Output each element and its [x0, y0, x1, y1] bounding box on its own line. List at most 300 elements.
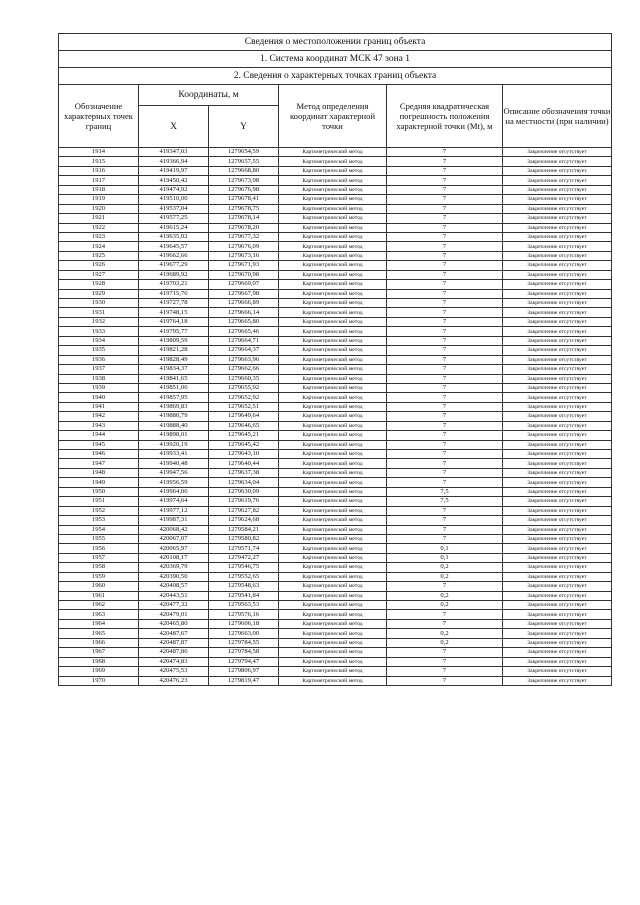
cell-coord-x: 420477,32	[139, 601, 209, 610]
cell-description: Закрепление отсутствует	[503, 336, 612, 345]
cell-point-id: 1944	[59, 431, 139, 440]
cell-method: Картометрический метод	[279, 497, 387, 506]
cell-coord-x: 419366,94	[139, 157, 209, 166]
cell-coord-x: 419715,76	[139, 289, 209, 298]
table-row	[59, 563, 612, 572]
table-row	[59, 374, 612, 383]
cell-method: Картометрический метод	[279, 478, 387, 487]
cell-accuracy: 7	[387, 251, 503, 260]
table-row	[59, 601, 612, 610]
cell-coord-x: 419821,28	[139, 346, 209, 355]
cell-coord-x: 419841,65	[139, 374, 209, 383]
cell-point-id: 1928	[59, 280, 139, 289]
cell-coord-x: 419834,37	[139, 365, 209, 374]
cell-accuracy: 7	[387, 582, 503, 591]
cell-point-id: 1943	[59, 421, 139, 430]
cell-description: Закрепление отсутствует	[503, 440, 612, 449]
cell-method: Картометрический метод	[279, 402, 387, 411]
cell-point-id: 1914	[59, 148, 139, 157]
cell-method: Картометрический метод	[279, 280, 387, 289]
cell-coord-y: 1279563,53	[209, 601, 279, 610]
header-accuracy: Средняя квадратическая погрешность положения характерной точки (Mt), м	[387, 85, 503, 148]
cell-coord-y: 1279627,82	[209, 506, 279, 515]
cell-method: Картометрический метод	[279, 657, 387, 666]
table-body	[59, 148, 612, 686]
cell-point-id: 1952	[59, 506, 139, 515]
cell-point-id: 1920	[59, 204, 139, 213]
cell-coord-y: 1279806,97	[209, 667, 279, 676]
cell-point-id: 1946	[59, 450, 139, 459]
cell-description: Закрепление отсутствует	[503, 516, 612, 525]
cell-coord-y: 1279665,46	[209, 327, 279, 336]
cell-coord-x: 419920,19	[139, 440, 209, 449]
cell-accuracy: 7	[387, 667, 503, 676]
cell-point-id: 1938	[59, 374, 139, 383]
cell-method: Картометрический метод	[279, 544, 387, 553]
table-row	[59, 223, 612, 232]
cell-coord-y: 1279660,35	[209, 374, 279, 383]
cell-accuracy: 0,1	[387, 553, 503, 562]
cell-description: Закрепление отсутствует	[503, 308, 612, 317]
cell-coord-y: 1279669,07	[209, 280, 279, 289]
cell-accuracy: 7	[387, 317, 503, 326]
cell-point-id: 1965	[59, 629, 139, 638]
cell-coord-y: 1279548,63	[209, 582, 279, 591]
cell-description: Закрепление отсутствует	[503, 270, 612, 279]
cell-point-id: 1948	[59, 468, 139, 477]
cell-method: Картометрический метод	[279, 431, 387, 440]
cell-coord-y: 1279652,51	[209, 402, 279, 411]
cell-method: Картометрический метод	[279, 676, 387, 685]
table-row	[59, 317, 612, 326]
cell-coord-x: 419851,06	[139, 383, 209, 392]
cell-coord-x: 419940,48	[139, 459, 209, 468]
cell-coord-y: 1279546,75	[209, 563, 279, 572]
cell-accuracy: 7	[387, 223, 503, 232]
cell-coord-y: 1279646,65	[209, 421, 279, 430]
cell-coord-y: 1279657,55	[209, 157, 279, 166]
table-row	[59, 299, 612, 308]
table-row	[59, 346, 612, 355]
cell-coord-y: 1279645,21	[209, 431, 279, 440]
cell-description: Закрепление отсутствует	[503, 676, 612, 685]
cell-accuracy: 7	[387, 459, 503, 468]
table-row	[59, 468, 612, 477]
cell-description: Закрепление отсутствует	[503, 487, 612, 496]
cell-coord-x: 420369,79	[139, 563, 209, 572]
table-row	[59, 553, 612, 562]
table-row	[59, 638, 612, 647]
cell-coord-x: 420487,67	[139, 629, 209, 638]
cell-description: Закрепление отсутствует	[503, 638, 612, 647]
table-row	[59, 412, 612, 421]
cell-method: Картометрический метод	[279, 232, 387, 241]
cell-accuracy: 7	[387, 242, 503, 251]
cell-coord-x: 419577,25	[139, 214, 209, 223]
cell-coord-y: 1279677,32	[209, 232, 279, 241]
cell-description: Закрепление отсутствует	[503, 525, 612, 534]
header-x: X	[139, 106, 209, 148]
cell-method: Картометрический метод	[279, 317, 387, 326]
cell-description: Закрепление отсутствует	[503, 242, 612, 251]
cell-accuracy: 7	[387, 148, 503, 157]
cell-coord-y: 1279670,98	[209, 270, 279, 279]
cell-description: Закрепление отсутствует	[503, 648, 612, 657]
cell-accuracy: 7	[387, 195, 503, 204]
cell-description: Закрепление отсутствует	[503, 251, 612, 260]
table-row	[59, 280, 612, 289]
cell-accuracy: 7,5	[387, 487, 503, 496]
cell-point-id: 1958	[59, 563, 139, 572]
cell-point-id: 1925	[59, 251, 139, 260]
table-row	[59, 232, 612, 241]
cell-accuracy: 7	[387, 232, 503, 241]
header-description: Описание обозначения точки на местности (при наличии)	[503, 85, 612, 148]
cell-coord-x: 419748,15	[139, 308, 209, 317]
table-row	[59, 176, 612, 185]
cell-method: Картометрический метод	[279, 261, 387, 270]
cell-description: Закрепление отсутствует	[503, 204, 612, 213]
cell-description: Закрепление отсутствует	[503, 355, 612, 364]
cell-description: Закрепление отсутствует	[503, 176, 612, 185]
cell-description: Закрепление отсутствует	[503, 346, 612, 355]
cell-method: Картометрический метод	[279, 374, 387, 383]
cell-coord-x: 419537,04	[139, 204, 209, 213]
cell-accuracy: 7	[387, 336, 503, 345]
table-row	[59, 431, 612, 440]
cell-accuracy: 7	[387, 327, 503, 336]
cell-method: Картометрический метод	[279, 157, 387, 166]
table-row	[59, 261, 612, 270]
cell-coord-x: 419474,92	[139, 185, 209, 194]
cell-accuracy: 7	[387, 657, 503, 666]
cell-accuracy: 7	[387, 280, 503, 289]
cell-coord-y: 1279819,47	[209, 676, 279, 685]
cell-point-id: 1931	[59, 308, 139, 317]
table-row	[59, 289, 612, 298]
cell-accuracy: 7	[387, 648, 503, 657]
cell-coord-y: 1279624,68	[209, 516, 279, 525]
cell-method: Картометрический метод	[279, 648, 387, 657]
table-row	[59, 648, 612, 657]
cell-coord-y: 1279576,16	[209, 610, 279, 619]
header-coordinates: Координаты, м	[139, 85, 279, 106]
table-row	[59, 195, 612, 204]
table-row	[59, 365, 612, 374]
header-y: Y	[209, 106, 279, 148]
table-row	[59, 525, 612, 534]
cell-coord-x: 420390,50	[139, 572, 209, 581]
cell-description: Закрепление отсутствует	[503, 166, 612, 175]
table-row	[59, 157, 612, 166]
cell-accuracy: 0,2	[387, 629, 503, 638]
cell-description: Закрепление отсутствует	[503, 610, 612, 619]
cell-point-id: 1967	[59, 648, 139, 657]
cell-accuracy: 7	[387, 374, 503, 383]
cell-coord-x: 420475,53	[139, 667, 209, 676]
cell-coord-y: 1279634,04	[209, 478, 279, 487]
cell-point-id: 1953	[59, 516, 139, 525]
cell-coord-y: 1279667,98	[209, 289, 279, 298]
cell-point-id: 1935	[59, 346, 139, 355]
cell-point-id: 1924	[59, 242, 139, 251]
cell-coord-y: 1279666,14	[209, 308, 279, 317]
cell-accuracy: 7	[387, 355, 503, 364]
table-row	[59, 487, 612, 496]
cell-accuracy: 7	[387, 383, 503, 392]
cell-accuracy: 7	[387, 308, 503, 317]
cell-point-id: 1970	[59, 676, 139, 685]
cell-coord-x: 419933,41	[139, 450, 209, 459]
cell-point-id: 1949	[59, 478, 139, 487]
cell-coord-x: 419828,49	[139, 355, 209, 364]
cell-point-id: 1957	[59, 553, 139, 562]
cell-method: Картометрический метод	[279, 223, 387, 232]
cell-coord-y: 1279619,76	[209, 497, 279, 506]
cell-point-id: 1955	[59, 534, 139, 543]
cell-coord-x: 419857,95	[139, 393, 209, 402]
cell-description: Закрепление отсутствует	[503, 478, 612, 487]
cell-coord-x: 419689,92	[139, 270, 209, 279]
cell-accuracy: 7	[387, 204, 503, 213]
cell-accuracy: 7	[387, 516, 503, 525]
cell-coord-x: 419764,18	[139, 317, 209, 326]
section-title-row	[59, 68, 612, 85]
cell-description: Закрепление отсутствует	[503, 459, 612, 468]
cell-point-id: 1960	[59, 582, 139, 591]
cell-accuracy: 7	[387, 478, 503, 487]
cell-method: Картометрический метод	[279, 355, 387, 364]
table-row	[59, 166, 612, 175]
table-row	[59, 582, 612, 591]
cell-method: Картометрический метод	[279, 440, 387, 449]
cell-method: Картометрический метод	[279, 459, 387, 468]
cell-accuracy: 7	[387, 610, 503, 619]
cell-coord-y: 1279580,82	[209, 534, 279, 543]
cell-method: Картометрический метод	[279, 299, 387, 308]
cell-accuracy: 7	[387, 393, 503, 402]
section-title: 2. Сведения о характерных точках границ объекта	[59, 68, 612, 85]
cell-accuracy: 7	[387, 185, 503, 194]
cell-coord-y: 1279630,09	[209, 487, 279, 496]
table-row	[59, 393, 612, 402]
table-row	[59, 506, 612, 515]
table-row	[59, 572, 612, 581]
cell-coord-x: 420443,51	[139, 591, 209, 600]
cell-description: Закрепление отсутствует	[503, 185, 612, 194]
cell-coord-x: 420479,01	[139, 610, 209, 619]
cell-point-id: 1919	[59, 195, 139, 204]
cell-description: Закрепление отсутствует	[503, 553, 612, 562]
cell-coord-y: 1279678,41	[209, 195, 279, 204]
table-row	[59, 355, 612, 364]
cell-point-id: 1969	[59, 667, 139, 676]
cell-point-id: 1929	[59, 289, 139, 298]
cell-point-id: 1964	[59, 619, 139, 628]
cell-method: Картометрический метод	[279, 582, 387, 591]
cell-accuracy: 7	[387, 299, 503, 308]
table-row	[59, 383, 612, 392]
cell-coord-y: 1279678,14	[209, 214, 279, 223]
cell-description: Закрепление отсутствует	[503, 544, 612, 553]
table-row	[59, 148, 612, 157]
cell-coord-y: 1279552,65	[209, 572, 279, 581]
cell-coord-x: 419795,77	[139, 327, 209, 336]
cell-description: Закрепление отсутствует	[503, 412, 612, 421]
cell-point-id: 1947	[59, 459, 139, 468]
cell-point-id: 1927	[59, 270, 139, 279]
cell-method: Картометрический метод	[279, 563, 387, 572]
header-method: Метод определения координат характерной точки	[279, 85, 387, 148]
cell-point-id: 1959	[59, 572, 139, 581]
cell-accuracy: 7	[387, 676, 503, 685]
cell-coord-x: 419974,64	[139, 497, 209, 506]
cell-accuracy: 7	[387, 440, 503, 449]
cell-description: Закрепление отсутствует	[503, 619, 612, 628]
cell-description: Закрепление отсутствует	[503, 223, 612, 232]
cell-point-id: 1951	[59, 497, 139, 506]
cell-coord-y: 1279673,98	[209, 176, 279, 185]
cell-coord-x: 420465,80	[139, 619, 209, 628]
cell-coord-x: 419677,29	[139, 261, 209, 270]
cell-point-id: 1921	[59, 214, 139, 223]
document-title: Сведения о местоположении границ объекта	[59, 34, 612, 51]
cell-description: Закрепление отсутствует	[503, 402, 612, 411]
table-row	[59, 610, 612, 619]
cell-method: Картометрический метод	[279, 629, 387, 638]
cell-method: Картометрический метод	[279, 166, 387, 175]
cell-method: Картометрический метод	[279, 176, 387, 185]
cell-method: Картометрический метод	[279, 346, 387, 355]
cell-method: Картометрический метод	[279, 251, 387, 260]
cell-description: Закрепление отсутствует	[503, 534, 612, 543]
cell-method: Картометрический метод	[279, 393, 387, 402]
coord-system-row	[59, 51, 612, 68]
boundary-points-sheet	[58, 33, 611, 686]
cell-description: Закрепление отсутствует	[503, 497, 612, 506]
cell-method: Картометрический метод	[279, 365, 387, 374]
cell-accuracy: 7	[387, 176, 503, 185]
cell-accuracy: 0,2	[387, 591, 503, 600]
cell-point-id: 1930	[59, 299, 139, 308]
cell-point-id: 1941	[59, 402, 139, 411]
cell-accuracy: 7	[387, 534, 503, 543]
cell-point-id: 1940	[59, 393, 139, 402]
cell-accuracy: 7	[387, 346, 503, 355]
cell-coord-x: 420474,83	[139, 657, 209, 666]
cell-coord-x: 420487,86	[139, 648, 209, 657]
cell-description: Закрепление отсутствует	[503, 365, 612, 374]
cell-method: Картометрический метод	[279, 553, 387, 562]
cell-coord-x: 419662,66	[139, 251, 209, 260]
cell-accuracy: 7	[387, 261, 503, 270]
table-row	[59, 591, 612, 600]
cell-accuracy: 7	[387, 365, 503, 374]
cell-coord-y: 1279541,84	[209, 591, 279, 600]
cell-description: Закрепление отсутствует	[503, 214, 612, 223]
cell-coord-x: 419898,01	[139, 431, 209, 440]
cell-method: Картометрический метод	[279, 619, 387, 628]
cell-coord-x: 420068,42	[139, 525, 209, 534]
table-row	[59, 185, 612, 194]
cell-point-id: 1954	[59, 525, 139, 534]
cell-accuracy: 7	[387, 157, 503, 166]
cell-coord-x: 419888,40	[139, 421, 209, 430]
cell-point-id: 1966	[59, 638, 139, 647]
cell-point-id: 1923	[59, 232, 139, 241]
cell-point-id: 1915	[59, 157, 139, 166]
coord-system-label: 1. Система координат МСК 47 зона 1	[59, 51, 612, 68]
table-row	[59, 544, 612, 553]
cell-coord-y: 1279678,20	[209, 223, 279, 232]
table-row	[59, 242, 612, 251]
table-row	[59, 534, 612, 543]
cell-method: Картометрический метод	[279, 421, 387, 430]
cell-coord-x: 419645,57	[139, 242, 209, 251]
cell-point-id: 1936	[59, 355, 139, 364]
cell-description: Закрепление отсутствует	[503, 289, 612, 298]
cell-method: Картометрический метод	[279, 572, 387, 581]
table-row	[59, 676, 612, 685]
cell-point-id: 1917	[59, 176, 139, 185]
cell-accuracy: 7	[387, 431, 503, 440]
cell-method: Картометрический метод	[279, 667, 387, 676]
cell-coord-x: 419450,42	[139, 176, 209, 185]
cell-accuracy: 0,2	[387, 572, 503, 581]
cell-coord-y: 1279472,27	[209, 553, 279, 562]
boundary-points-table	[58, 33, 612, 686]
cell-description: Закрепление отсутствует	[503, 261, 612, 270]
cell-accuracy: 7	[387, 412, 503, 421]
table-row	[59, 619, 612, 628]
cell-description: Закрепление отсутствует	[503, 582, 612, 591]
cell-accuracy: 7	[387, 525, 503, 534]
cell-coord-x: 420476,23	[139, 676, 209, 685]
cell-accuracy: 0,1	[387, 544, 503, 553]
cell-description: Закрепление отсутствует	[503, 280, 612, 289]
cell-method: Картометрический метод	[279, 412, 387, 421]
cell-description: Закрепление отсутствует	[503, 148, 612, 157]
table-row	[59, 450, 612, 459]
cell-coord-y: 1279645,42	[209, 440, 279, 449]
cell-coord-x: 419347,03	[139, 148, 209, 157]
cell-coord-y: 1279654,59	[209, 148, 279, 157]
cell-coord-y: 1279676,98	[209, 185, 279, 194]
table-row	[59, 459, 612, 468]
cell-coord-y: 1279652,92	[209, 393, 279, 402]
cell-method: Картометрический метод	[279, 601, 387, 610]
cell-accuracy: 7	[387, 450, 503, 459]
cell-coord-x: 420108,17	[139, 553, 209, 562]
cell-coord-y: 1279584,21	[209, 525, 279, 534]
cell-coord-x: 420408,57	[139, 582, 209, 591]
cell-coord-x: 420487,87	[139, 638, 209, 647]
cell-point-id: 1950	[59, 487, 139, 496]
table-row	[59, 667, 612, 676]
cell-description: Закрепление отсутствует	[503, 506, 612, 515]
cell-coord-x: 419703,21	[139, 280, 209, 289]
cell-coord-x: 419809,59	[139, 336, 209, 345]
cell-coord-x: 420067,07	[139, 534, 209, 543]
cell-coord-x: 419947,56	[139, 468, 209, 477]
cell-description: Закрепление отсутствует	[503, 374, 612, 383]
cell-coord-y: 1279678,75	[209, 204, 279, 213]
cell-coord-x: 419977,12	[139, 506, 209, 515]
cell-method: Картометрический метод	[279, 525, 387, 534]
cell-description: Закрепление отсутствует	[503, 299, 612, 308]
cell-point-id: 1932	[59, 317, 139, 326]
table-row	[59, 478, 612, 487]
